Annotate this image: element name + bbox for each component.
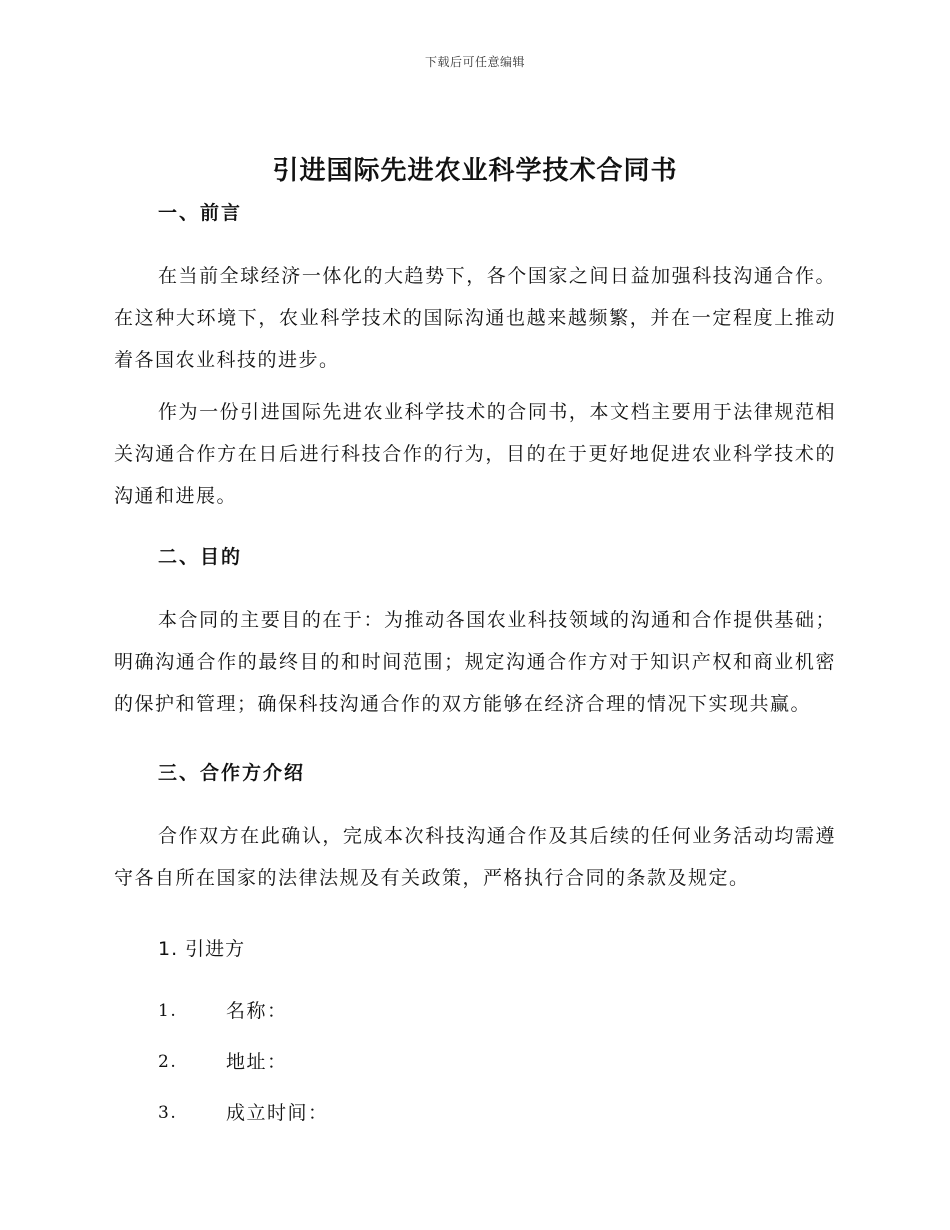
list-item-label: 名称： bbox=[226, 1000, 288, 1022]
list-item bbox=[114, 1088, 836, 1139]
section-heading-purpose: 二、目的 bbox=[158, 546, 243, 568]
document-body bbox=[114, 192, 836, 1139]
paragraph: 合作双方在此确认，完成本次科技沟通合作及其后续的任何业务活动均需遵守各自所在国家的法律法规及有关政策，严格执行合同的条款及规定。 bbox=[114, 825, 836, 889]
list-item bbox=[114, 1037, 836, 1088]
section-heading-parties: 三、合作方介绍 bbox=[158, 762, 306, 784]
list-item-label: 地址： bbox=[226, 1051, 288, 1073]
introducer-fields-list bbox=[114, 986, 836, 1139]
paragraph: 本合同的主要目的在于：为推动各国农业科技领域的沟通和合作提供基础；明确沟通合作的最终目的和时间范围；规定沟通合作方对于知识产权和商业机密的保护和管理；确保科技沟通合作的双方能够在经济合理的情况下实现共赢。 bbox=[114, 609, 836, 715]
list-item-number: 1. bbox=[158, 1001, 178, 1021]
list-item-number: 2. bbox=[158, 1052, 178, 1072]
paragraph: 作为一份引进国际先进农业科学技术的合同书，本文档主要用于法律规范相关沟通合作方在日后进行科技合作的行为，目的在于更好地促进农业科学技术的沟通和进展。 bbox=[114, 401, 836, 507]
list-item bbox=[114, 986, 836, 1037]
document-title: 引进国际先进农业科学技术合同书 bbox=[272, 156, 678, 186]
page-header: 下载后可任意编辑 bbox=[424, 55, 525, 69]
list-item-number: 3. bbox=[158, 1103, 178, 1123]
section-heading-preface: 一、前言 bbox=[158, 202, 243, 224]
paragraph: 在当前全球经济一体化的大趋势下，各个国家之间日益加强科技沟通合作。在这种大环境下，农业科学技术的国际沟通也越来越频繁，并在一定程度上推动着各国农业科技的进步。 bbox=[114, 265, 836, 371]
list-item-label: 成立时间： bbox=[226, 1102, 329, 1124]
subsection-heading-introducer: 1. 引进方 bbox=[158, 938, 246, 960]
